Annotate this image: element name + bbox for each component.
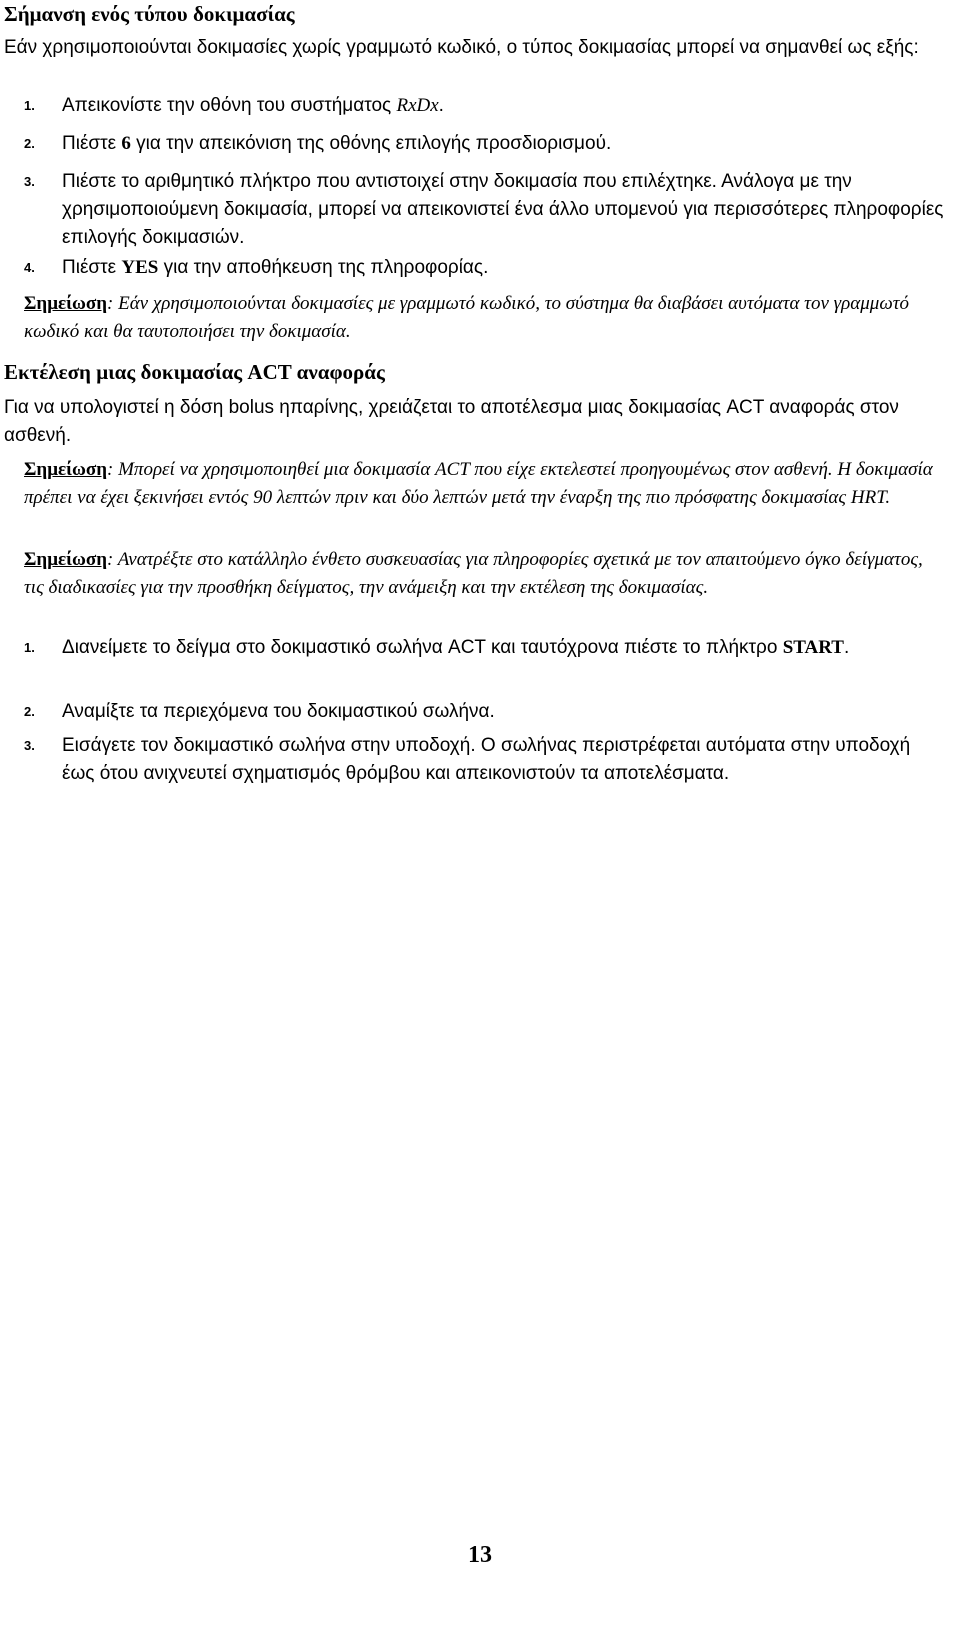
step-text: Πιέστε [62, 133, 122, 154]
note-text: : Ανατρέξτε στο κατάλληλο ένθετο συσκευασίας για πληροφορίες σχετικά με τον απαιτούμενο όγκο δείγματος, τις διαδικασίες για την προσθήκη δείγματος, την ανάμειξη και την εκτέλεση της δοκιμασίας. [24, 549, 923, 598]
step-number: 1. [24, 640, 35, 655]
step-key: START [782, 637, 844, 658]
step-number: 4. [24, 260, 35, 275]
section1-step-4 [24, 254, 944, 282]
step-number: 1. [24, 98, 35, 113]
section-title-reference-act: Εκτέλεση μιας δοκιμασίας ACT αναφοράς [4, 360, 385, 384]
page-number: 13 [468, 1542, 492, 1568]
step-text: Απεικονίστε την οθόνη του συστήματος [62, 95, 397, 116]
step-number: 2. [24, 136, 35, 151]
section2-step-1 [24, 634, 944, 662]
step-text-end: για την αποθήκευση της πληροφορίας. [158, 257, 489, 278]
section2-intro: Για να υπολογιστεί η δόση bolus ηπαρίνης, χρειάζεται το αποτέλεσμα μιας δοκιμασίας ACT αναφοράς στον ασθενή. [4, 397, 899, 446]
step-text: Πιέστε [62, 257, 122, 278]
section1-step-3 [24, 168, 944, 252]
note-label: Σημείωση [24, 549, 108, 570]
step-number: 3. [24, 738, 35, 753]
section-title-test-type: Σήμανση ενός τύπου δοκιμασίας [4, 2, 295, 26]
step-number: 2. [24, 704, 35, 719]
note-text: : Μπορεί να χρησιμοποιηθεί μια δοκιμασία ACT που είχε εκτελεστεί προηγουμένως στον ασθενή. Η δοκιμασία πρέπει να έχει ξεκινήσει εντός 90 λεπτών πριν και δύο λεπτών μετά την έναρξη της πιο πρόσφατης δοκιμασίας HRT. [24, 459, 933, 508]
step-text: Εισάγετε τον δοκιμαστικό σωλήνα στην υποδοχή. Ο σωλήνας περιστρέφεται αυτόματα στην υποδοχή έως ότου ανιχνευτεί σχηματισμός θρόμβου και απεικονιστούν τα αποτελέσματα. [62, 735, 911, 784]
section2-step-2 [24, 698, 944, 726]
step-text-end: . [843, 637, 850, 658]
step-text-end: για την απεικόνιση της οθόνης επιλογής προσδιορισμού. [130, 133, 612, 154]
step-key: YES [121, 257, 159, 278]
step-text: Αναμίξτε τα περιεχόμενα του δοκιμαστικού σωλήνα. [62, 701, 495, 722]
section1-step-2 [24, 130, 944, 158]
note-text: : Εάν χρησιμοποιούνται δοκιμασίες με γραμμωτό κωδικό, το σύστημα θα διαβάσει αυτόματα τον γραμμωτό κωδικό και θα ταυτοποιήσει την δοκιμασία. [24, 293, 910, 342]
step-key: 6 [121, 133, 131, 154]
section1-step-1 [24, 92, 944, 120]
step-text: Πιέστε το αριθμητικό πλήκτρο που αντιστοιχεί στην δοκιμασία που επιλέχτηκε. Ανάλογα με την χρησιμοποιούμενη δοκιμασία, μπορεί να απεικονιστεί ένα άλλο υπομενού για περισσότερες πληροφορίες επιλογής δοκιμασιών. [62, 171, 944, 248]
step-emphasis: RxDx [396, 95, 439, 116]
section2-note-2 [24, 546, 944, 602]
section1-intro: Εάν χρησιμοποιούνται δοκιμασίες χωρίς γραμμωτό κωδικό, ο τύπος δοκιμασίας μπορεί να σημανθεί ως εξής: [4, 37, 919, 58]
step-text: Διανείμετε το δείγμα στο δοκιμαστικό σωλήνα ACT και ταυτόχρονα πιέστε το πλήκτρο [62, 637, 783, 658]
section1-note [24, 290, 944, 346]
note-label: Σημείωση [24, 459, 108, 480]
note-label: Σημείωση [24, 293, 108, 314]
step-text-end: . [438, 95, 444, 116]
section2-step-3 [24, 732, 944, 788]
section2-note-1 [24, 456, 944, 512]
step-number: 3. [24, 174, 35, 189]
